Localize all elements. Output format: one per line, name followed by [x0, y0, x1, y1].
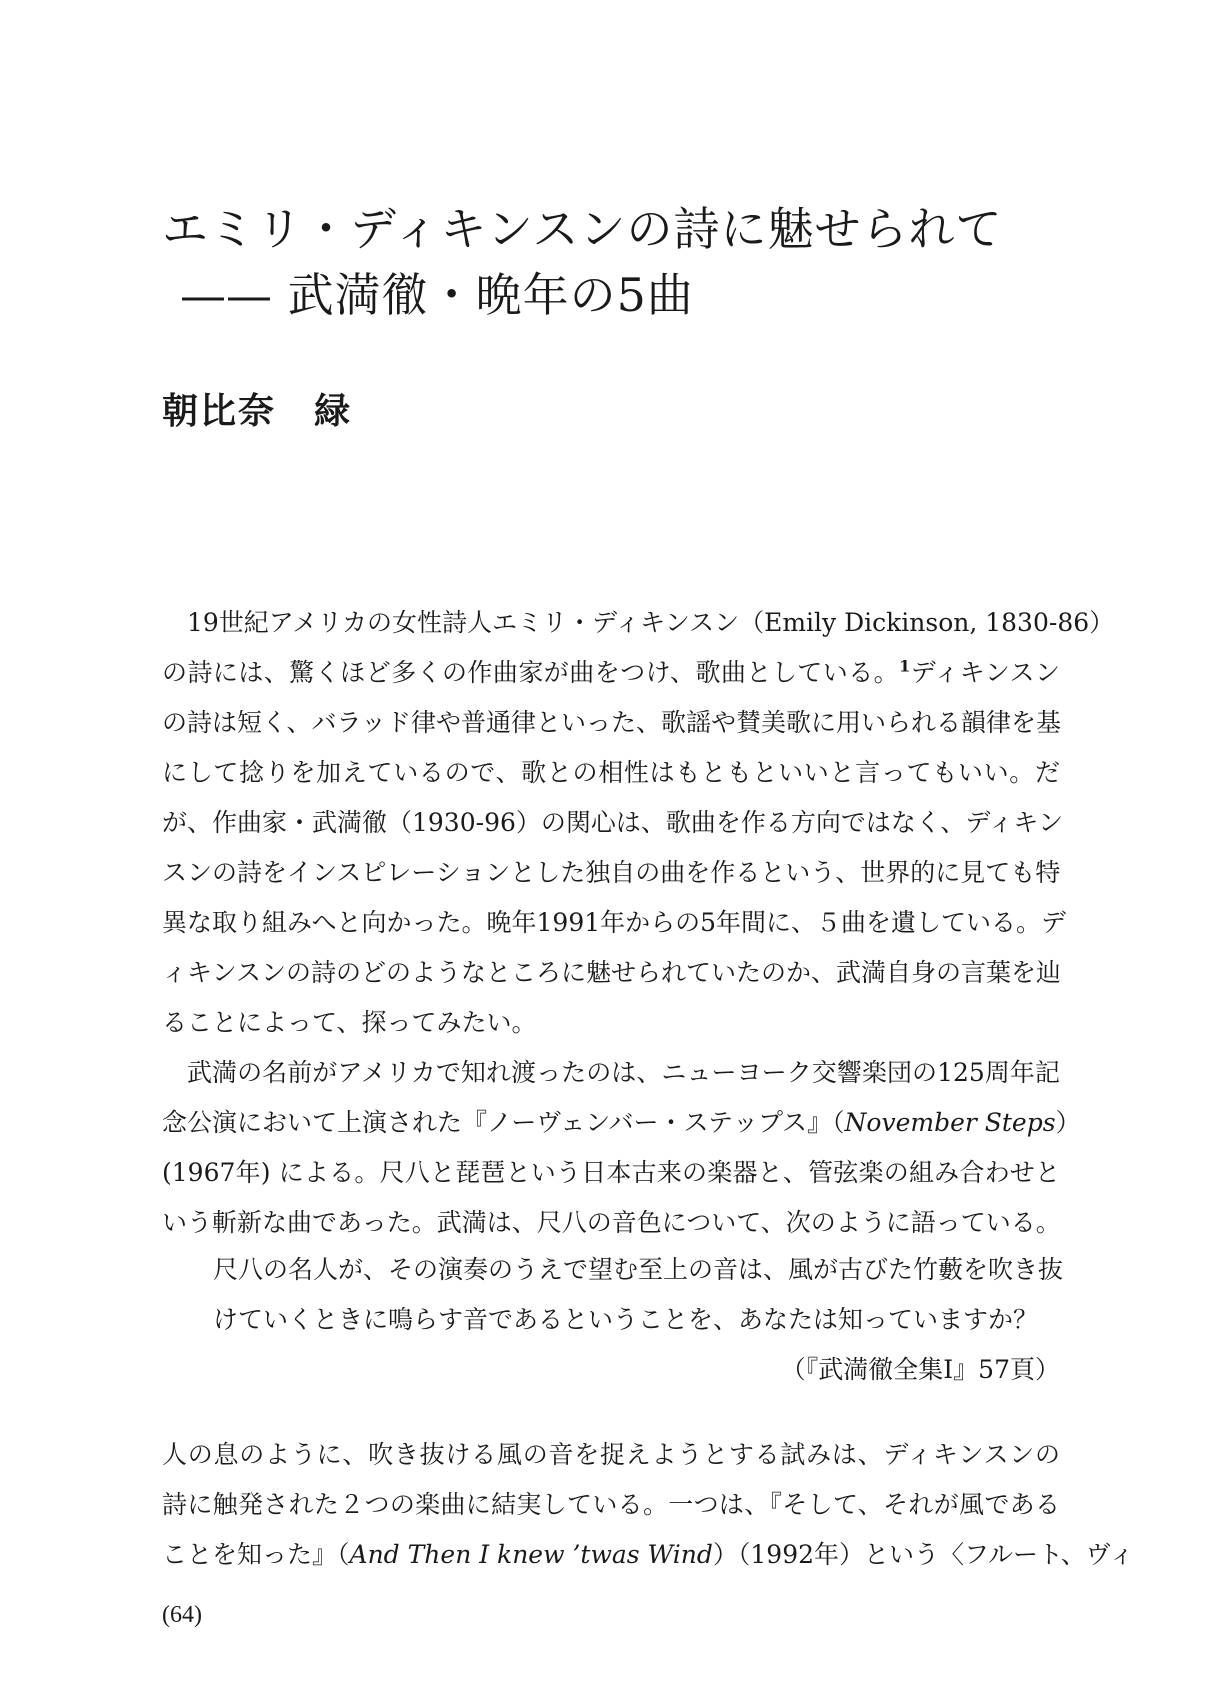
- body-line: スンの詩をインスピレーションとした独自の曲を作るという、世界的に見ても特: [162, 858, 1061, 887]
- body-line-text: の詩には、驚くほど多くの作曲家が曲をつけ、歌曲としている。: [162, 658, 900, 687]
- quote-citation: （『武満徹全集I』57頁）: [780, 1355, 1060, 1384]
- footnote-marker: 1: [899, 656, 911, 676]
- article-title: [162, 196, 1122, 328]
- body-line-text: ディキンスン: [910, 658, 1060, 687]
- quote-line: けていくときに鳴らす音であるということを、あなたは知っていますか？: [213, 1305, 1039, 1334]
- subtitle-dash: ——: [180, 268, 272, 322]
- body-line: 19世紀アメリカの女性詩人エミリ・ディキンスン（Emily Dickinson, 1830-86）: [187, 608, 1115, 637]
- title-subtitle: [162, 262, 1122, 328]
- body-line-text: ）: [1055, 1108, 1081, 1137]
- body-line: にして捻りを加えているので、歌との相性はもともといいと言ってもいい。だ: [162, 758, 1060, 787]
- body-line: 武満の名前がアメリカで知れ渡ったのは、ニューヨーク交響楽団の125周年記: [187, 1058, 1060, 1087]
- body-line: [162, 648, 1060, 698]
- title-main: エミリ・ディキンスンの詩に魅せられて: [162, 202, 1003, 256]
- work-title-italic: And Then I knew ’twas Wind: [349, 1540, 713, 1569]
- subtitle-text: 武満徹・晩年の5曲: [272, 268, 694, 322]
- body-line: [162, 1530, 1135, 1580]
- body-line: の詩は短く、バラッド律や普通律といった、歌謡や賛美歌に用いられる韻律を基: [162, 708, 1062, 737]
- quote-line: 尺八の名人が、その演奏のうえで望む至上の音は、風が古びた竹藪を吹き抜: [213, 1255, 1064, 1284]
- block-quote: [213, 1245, 1064, 1395]
- body-line-text: ）（1992年）という〈フルート、ヴィ: [712, 1540, 1135, 1569]
- author-name: 朝比奈 緑: [162, 390, 353, 432]
- body-line: ることによって、探ってみたい。: [162, 1008, 537, 1037]
- body-paragraphs: [162, 598, 1115, 1248]
- page-number: (64): [162, 1602, 202, 1628]
- body-line-text: ことを知った』（: [162, 1540, 350, 1569]
- body-paragraph-continued: [162, 1430, 1135, 1580]
- body-line: が、作曲家・武満徹（1930-96）の関心は、歌曲を作る方向ではなく、ディキン: [162, 808, 1064, 837]
- body-line: いう斬新な曲であった。武満は、尺八の音色について、次のように語っている。: [162, 1208, 1061, 1237]
- body-line: 詩に触発された２つの楽曲に結実している。一つは、『そして、それが風である: [162, 1490, 1060, 1519]
- body-line: [162, 1098, 1081, 1148]
- body-line: ィキンスンの詩のどのようなところに魅せられていたのか、武満自身の言葉を辿: [162, 958, 1062, 987]
- body-line-text: 念公演において上演された『ノーヴェンバー・ステップス』（: [162, 1108, 845, 1137]
- body-line: (1967年) による。尺八と琵琶という日本古来の楽器と、管弦楽の組み合わせと: [162, 1158, 1060, 1187]
- body-line: 異な取り組みへと向かった。晩年1991年からの5年間に、５曲を遺している。デ: [162, 908, 1067, 937]
- work-title-italic: November Steps: [844, 1108, 1056, 1137]
- body-line: 人の息のように、吹き抜ける風の音を捉えようとする試みは、ディキンスンの: [162, 1440, 1060, 1469]
